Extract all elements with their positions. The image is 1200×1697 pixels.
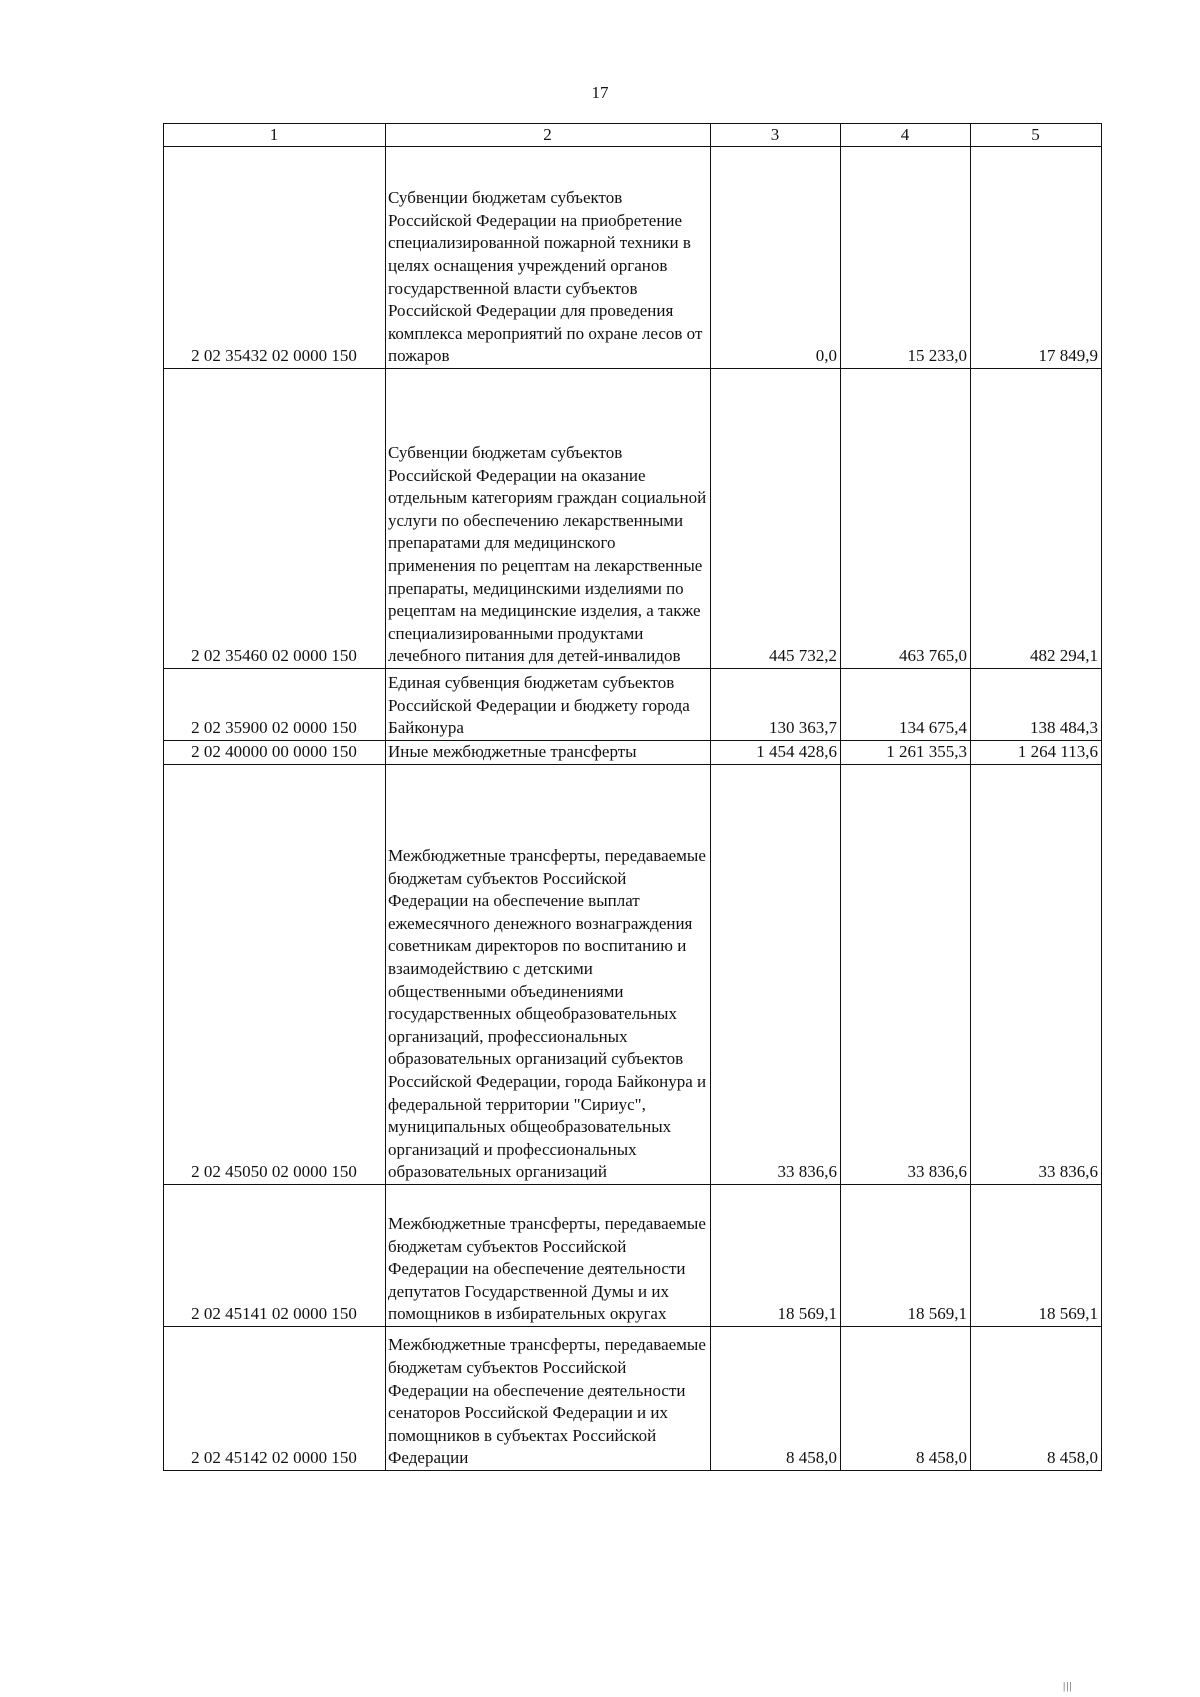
row-description: [386, 765, 711, 1185]
column-number-3: 3: [711, 124, 841, 147]
column-number-4: 4: [841, 124, 971, 147]
budget-code: 2 02 45142 02 0000 150: [164, 1327, 386, 1471]
row-description: [386, 1185, 711, 1327]
table-row: [164, 369, 1102, 669]
amount-col5: 33 836,6: [971, 765, 1102, 1185]
amount-col4: 463 765,0: [841, 369, 971, 669]
amount-col4: 134 675,4: [841, 669, 971, 741]
budget-code: 2 02 45141 02 0000 150: [164, 1185, 386, 1327]
budget-code: 2 02 35900 02 0000 150: [164, 669, 386, 741]
budget-code: 2 02 40000 00 0000 150: [164, 741, 386, 765]
row-description-text: Межбюджетные трансферты, передаваемые бюджетам субъектов Российской Федерации на обеспечение деятельности депутатов Государственной Думы и их помощников в избирательных округах: [388, 1214, 706, 1324]
amount-col4: 8 458,0: [841, 1327, 971, 1471]
page-number: 17: [591, 83, 609, 102]
amount-col3: 0,0: [711, 147, 841, 369]
amount-col3: 130 363,7: [711, 669, 841, 741]
table-row: [164, 741, 1102, 765]
scan-mark: |||: [1063, 1680, 1073, 1692]
budget-table: [163, 123, 1102, 1471]
column-number-2: 2: [386, 124, 711, 147]
budget-code: 2 02 35460 02 0000 150: [164, 369, 386, 669]
row-description: [386, 147, 711, 369]
row-description: [386, 669, 711, 741]
table-header-row: [164, 124, 1102, 147]
amount-col4: 15 233,0: [841, 147, 971, 369]
row-description-text: Межбюджетные трансферты, передаваемые бюджетам субъектов Российской Федерации на обеспечение деятельности сенаторов Российской Федерации и их помощников в субъектах Российской Федерации: [388, 1335, 706, 1468]
column-number-5: 5: [971, 124, 1102, 147]
amount-col3: 445 732,2: [711, 369, 841, 669]
amount-col5: 18 569,1: [971, 1185, 1102, 1327]
row-description-text: Субвенции бюджетам субъектов Российской Федерации на приобретение специализированной пожарной техники в целях оснащения учреждений органов государственной власти субъектов Российской Федерации для проведения комплекса мероприятий по охране лесов от пожаров: [388, 188, 703, 366]
row-description-text: Межбюджетные трансферты, передаваемые бюджетам субъектов Российской Федерации на обеспечение выплат ежемесячного денежного вознаграждения советникам директоров по воспитанию и взаимодействию с детскими общественными объединениями государственных общеобразовательных организаций, профессиональных образовательных организаций субъектов Российской Федерации, города Байконура и федеральной территории "Сириус", муниципальных общеобразовательных организаций и профессиональных образовательных организаций: [388, 846, 707, 1182]
amount-col3: 33 836,6: [711, 765, 841, 1185]
amount-col5: 1 264 113,6: [971, 741, 1102, 765]
table-row: [164, 1185, 1102, 1327]
table-row: [164, 147, 1102, 369]
row-description-text: Субвенции бюджетам субъектов Российской Федерации на оказание отдельным категориям граждан социальной услуги по обеспечению лекарственными препаратами для медицинского применения по рецептам на лекарственные препараты, медицинскими изделиями по рецептам на медицинские изделия, а также специализированными продуктами лечебного питания для детей-инвалидов: [388, 443, 707, 666]
budget-code: 2 02 35432 02 0000 150: [164, 147, 386, 369]
amount-col5: 482 294,1: [971, 369, 1102, 669]
amount-col5: 17 849,9: [971, 147, 1102, 369]
row-description-text: Иные межбюджетные трансферты: [388, 742, 637, 762]
budget-code: 2 02 45050 02 0000 150: [164, 765, 386, 1185]
row-description: [386, 741, 711, 765]
amount-col3: 1 454 428,6: [711, 741, 841, 765]
amount-col5: 8 458,0: [971, 1327, 1102, 1471]
amount-col5: 138 484,3: [971, 669, 1102, 741]
column-number-1: 1: [164, 124, 386, 147]
amount-col4: 1 261 355,3: [841, 741, 971, 765]
amount-col3: 18 569,1: [711, 1185, 841, 1327]
amount-col3: 8 458,0: [711, 1327, 841, 1471]
row-description: [386, 369, 711, 669]
table-row: [164, 669, 1102, 741]
table-row: [164, 765, 1102, 1185]
table-row: [164, 1327, 1102, 1471]
row-description: [386, 1327, 711, 1471]
row-description-text: Единая субвенция бюджетам субъектов Российской Федерации и бюджету города Байконура: [388, 673, 690, 738]
amount-col4: 33 836,6: [841, 765, 971, 1185]
amount-col4: 18 569,1: [841, 1185, 971, 1327]
